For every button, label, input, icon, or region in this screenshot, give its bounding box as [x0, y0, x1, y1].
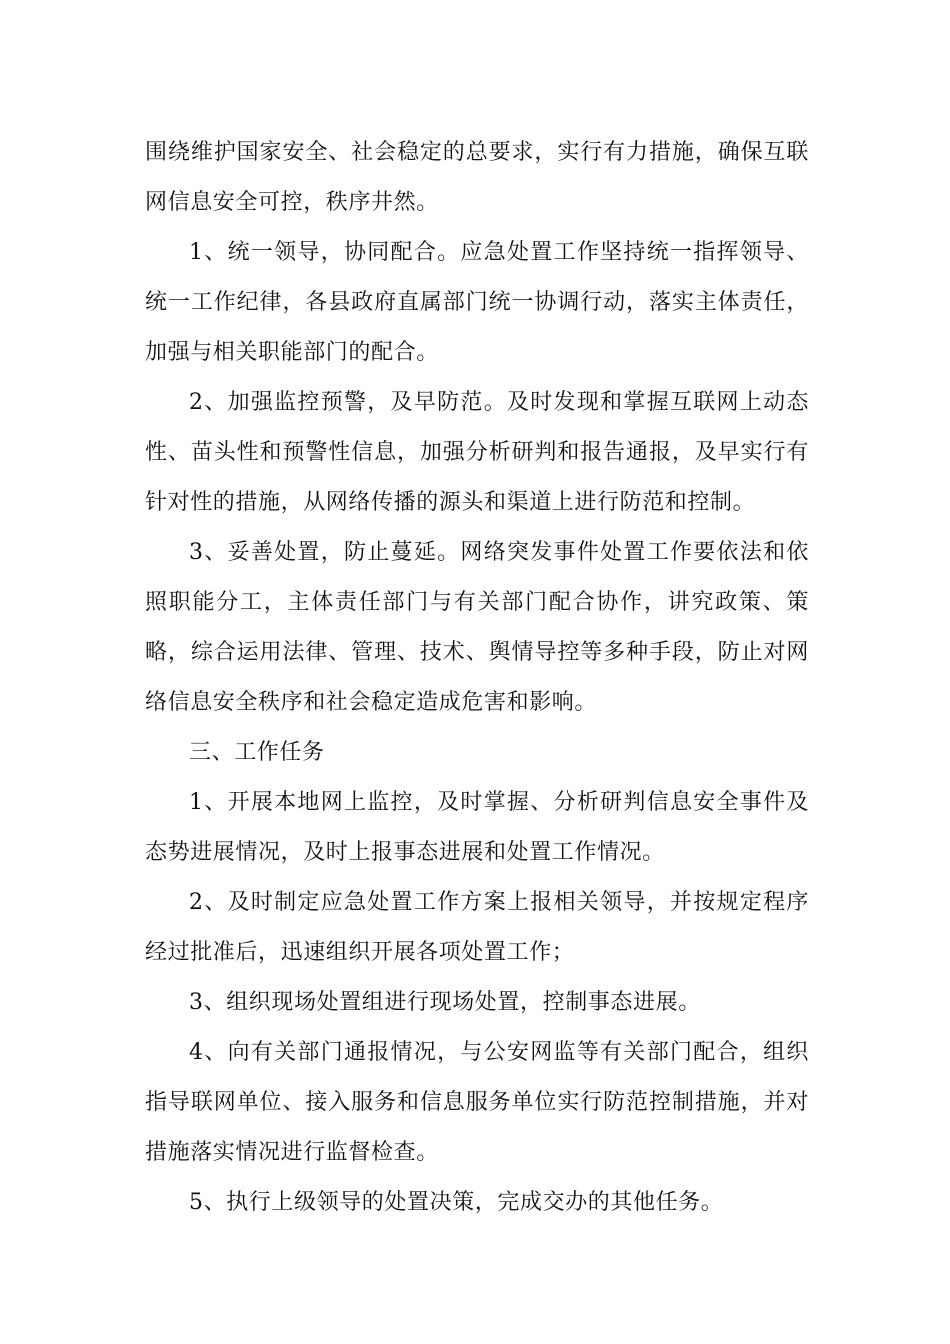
- paragraph-task-5: 5、执行上级领导的处置决策，完成交办的其他任务。: [189, 1190, 724, 1215]
- paragraph-task-1: 1、开展本地网上监控，及时掌握、分析研判信息安全事件及态势进展情况，及时上报事态进展和处置工作情况。: [145, 790, 809, 865]
- paragraph-principle-2: 2、加强监控预警，及早防范。及时发现和掌握互联网上动态性、苗头性和预警性信息，加强分析研判和报告通报，及早实行有针对性的措施，从网络传播的源头和渠道上进行防范和控制。: [145, 390, 809, 515]
- paragraph-task-3: 3、组织现场处置组进行现场处置，控制事态进展。: [189, 990, 701, 1015]
- section-heading-tasks: 三、工作任务: [189, 740, 325, 765]
- paragraph-task-4: 4、向有关部门通报情况，与公安网监等有关部门配合，组织指导联网单位、接入服务和信息服务单位实行防范控制措施，并对措施落实情况进行监督检查。: [145, 1040, 809, 1165]
- paragraph-principle-1: 1、统一领导，协同配合。应急处置工作坚持统一指挥领导、统一工作纪律，各县政府直属部门统一协调行动，落实主体责任，加强与相关职能部门的配合。: [145, 240, 809, 365]
- paragraph-task-2: 2、及时制定应急处置工作方案上报相关领导，并按规定程序经过批准后，迅速组织开展各项处置工作；: [145, 890, 809, 965]
- paragraph-intro: 围绕维护国家安全、社会稳定的总要求，实行有力措施，确保互联网信息安全可控，秩序井然。: [145, 140, 809, 215]
- paragraph-principle-3: 3、妥善处置，防止蔓延。网络突发事件处置工作要依法和依照职能分工，主体责任部门与有关部门配合协作，讲究政策、策略，综合运用法律、管理、技术、舆情导控等多种手段，防止对网络信息安全秩序和社会稳定造成危害和影响。: [145, 540, 809, 715]
- document-body: [145, 128, 809, 1228]
